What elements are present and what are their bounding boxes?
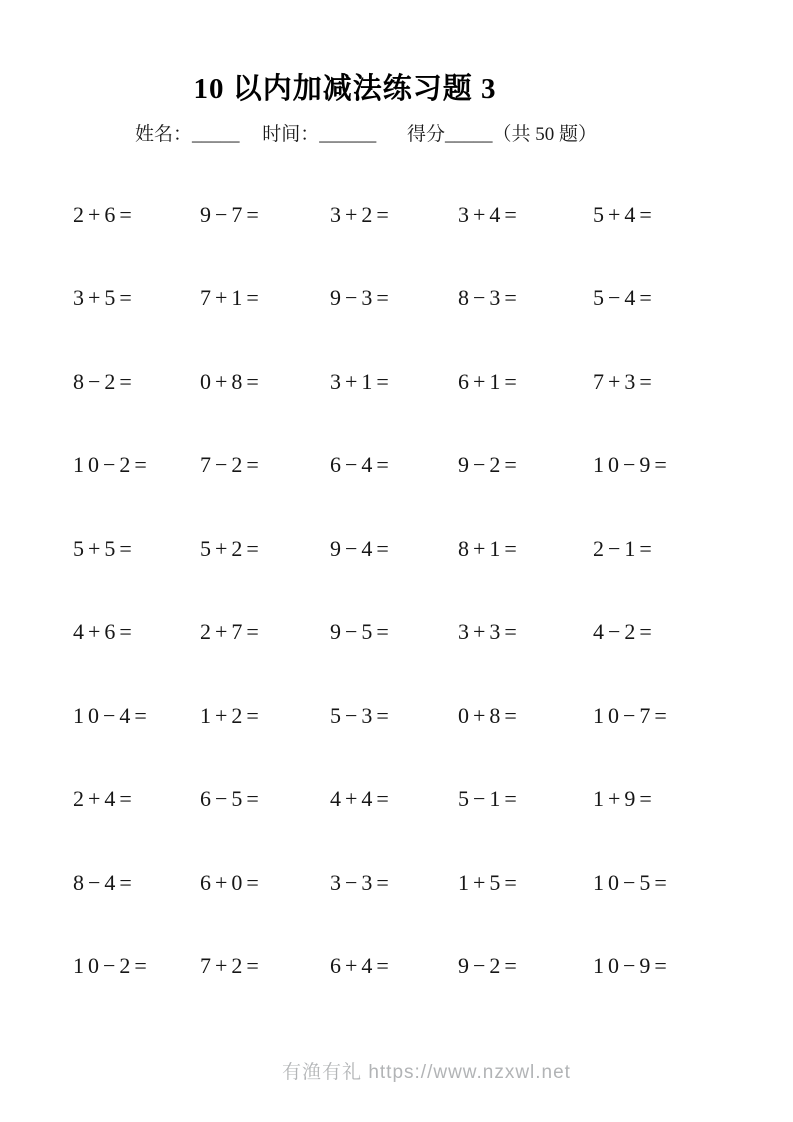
page-title: 10 以内加减法练习题 3 — [193, 73, 497, 105]
problem: 5+2= — [200, 535, 263, 561]
problem: 10−5= — [593, 869, 671, 895]
problem: 5+4= — [593, 201, 656, 227]
problem: 6−5= — [200, 786, 263, 812]
problem: 5−4= — [593, 285, 656, 311]
problem: 10−7= — [593, 702, 671, 728]
problem-row — [0, 674, 793, 758]
problem: 7+1= — [200, 285, 263, 311]
score-blank: _____ — [445, 124, 493, 145]
problem: 3−3= — [330, 869, 393, 895]
problem: 1+9= — [593, 786, 656, 812]
problem: 10−2= — [73, 953, 151, 979]
problem: 2+6= — [73, 201, 136, 227]
problem: 7+3= — [593, 368, 656, 394]
problem: 8−4= — [73, 869, 136, 895]
problem: 6+0= — [200, 869, 263, 895]
problem-row — [0, 925, 793, 1009]
problem: 3+1= — [330, 368, 393, 394]
footer-watermark: 有渔有礼 https://www.nzxwl.net — [282, 1062, 571, 1083]
problem: 8−3= — [458, 285, 521, 311]
problem: 9−5= — [330, 619, 393, 645]
time-label: 时间： — [262, 124, 320, 145]
problem: 1+2= — [200, 702, 263, 728]
time-blank: ______ — [319, 124, 377, 145]
problem: 3+3= — [458, 619, 521, 645]
problem: 10−9= — [593, 953, 671, 979]
problem: 1+5= — [458, 869, 521, 895]
problem: 10−9= — [593, 452, 671, 478]
problem: 2+4= — [73, 786, 136, 812]
problem: 6+1= — [458, 368, 521, 394]
name-label: 姓名： — [135, 124, 193, 145]
problem-row — [0, 173, 793, 257]
problem: 4+4= — [330, 786, 393, 812]
problem: 8−2= — [73, 368, 136, 394]
problem: 6−4= — [330, 452, 393, 478]
problem: 7−2= — [200, 452, 263, 478]
problems-grid — [0, 173, 793, 1008]
problem: 10−4= — [73, 702, 151, 728]
problem: 2+7= — [200, 619, 263, 645]
score-label: 得分 — [407, 124, 446, 145]
problem-row — [0, 424, 793, 508]
problem: 5−3= — [330, 702, 393, 728]
problem: 2−1= — [593, 535, 656, 561]
problem-row — [0, 591, 793, 675]
problem: 4+6= — [73, 619, 136, 645]
problem-row — [0, 507, 793, 591]
problem-row — [0, 257, 793, 341]
problem: 0+8= — [458, 702, 521, 728]
problem: 9−7= — [200, 201, 263, 227]
problem: 9−2= — [458, 452, 521, 478]
problem: 7+2= — [200, 953, 263, 979]
worksheet-header — [135, 119, 597, 146]
problem: 9−3= — [330, 285, 393, 311]
problem: 10−2= — [73, 452, 151, 478]
problem: 9−2= — [458, 953, 521, 979]
problem: 8+1= — [458, 535, 521, 561]
problem: 0+8= — [200, 368, 263, 394]
problem-row — [0, 340, 793, 424]
problem: 3+5= — [73, 285, 136, 311]
problem: 5−1= — [458, 786, 521, 812]
total-count-note: （共 50 题） — [492, 124, 598, 145]
name-blank: _____ — [192, 124, 240, 145]
problem-row — [0, 841, 793, 925]
problem: 6+4= — [330, 953, 393, 979]
problem-row — [0, 758, 793, 842]
problem: 3+4= — [458, 201, 521, 227]
problem: 4−2= — [593, 619, 656, 645]
problem: 5+5= — [73, 535, 136, 561]
problem: 9−4= — [330, 535, 393, 561]
problem: 3+2= — [330, 201, 393, 227]
